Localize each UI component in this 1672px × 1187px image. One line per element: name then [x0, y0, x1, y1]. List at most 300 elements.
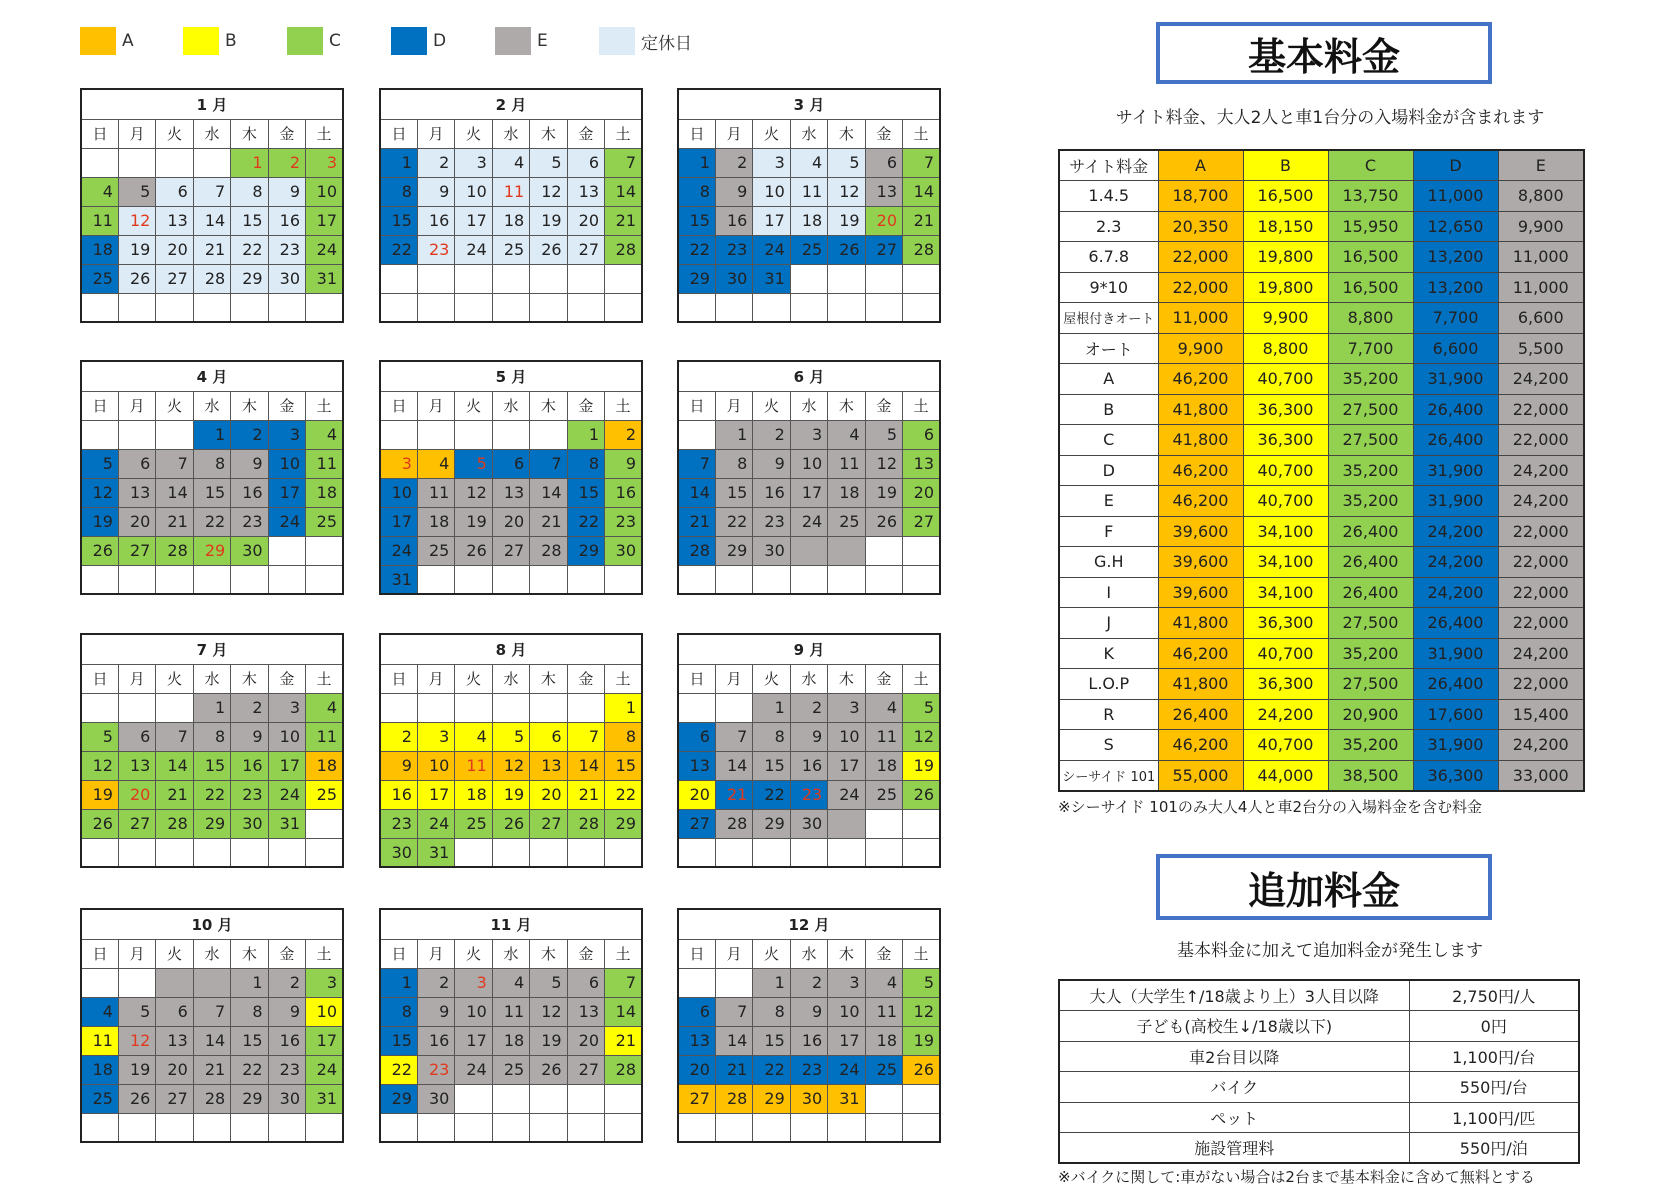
month-title: 4 月 — [81, 361, 343, 391]
price-cell: 36,300 — [1243, 425, 1328, 456]
day-cell — [530, 1084, 567, 1113]
day-cell: 23 — [268, 1055, 305, 1084]
day-cell — [715, 1113, 752, 1142]
day-cell: 6 — [530, 722, 567, 751]
day-cell: 9 — [790, 997, 827, 1026]
day-cell: 27 — [156, 264, 193, 293]
legend-label: 定休日 — [641, 33, 692, 54]
day-cell: 15 — [380, 206, 417, 235]
weekday-header: 土 — [605, 119, 642, 148]
price-row-label: E — [1059, 486, 1158, 517]
price-cell: 7,700 — [1413, 303, 1498, 334]
day-cell: 24 — [268, 780, 305, 809]
day-cell — [118, 1113, 155, 1142]
price-cell: 36,300 — [1413, 760, 1498, 791]
price-cell: 26,400 — [1158, 699, 1243, 730]
weekday-header: 金 — [268, 939, 305, 968]
weekday-header: 木 — [231, 119, 268, 148]
extra-row — [1059, 1011, 1579, 1042]
weekday-header: 金 — [567, 391, 604, 420]
day-cell: 12 — [492, 751, 529, 780]
day-cell — [492, 1084, 529, 1113]
color-legend — [80, 26, 780, 56]
day-cell: 18 — [306, 751, 343, 780]
day-cell: 15 — [605, 751, 642, 780]
day-cell: 23 — [753, 507, 790, 536]
day-cell: 27 — [903, 507, 940, 536]
price-cell: 31,900 — [1413, 730, 1498, 761]
weekday-header: 木 — [530, 391, 567, 420]
day-cell: 18 — [81, 1055, 118, 1084]
day-cell: 20 — [492, 507, 529, 536]
day-cell: 9 — [231, 449, 268, 478]
day-cell: 15 — [678, 206, 715, 235]
day-cell: 2 — [417, 968, 454, 997]
day-cell: 18 — [492, 1026, 529, 1055]
day-cell: 27 — [118, 536, 155, 565]
day-cell: 26 — [903, 1055, 940, 1084]
price-cell: 27,500 — [1328, 669, 1413, 700]
price-header-cell: A — [1158, 150, 1243, 181]
weekday-header: 水 — [790, 939, 827, 968]
weekday-header: 日 — [678, 391, 715, 420]
price-cell: 34,100 — [1243, 516, 1328, 547]
weekday-header: 木 — [828, 391, 865, 420]
day-cell: 6 — [118, 722, 155, 751]
month-calendar — [379, 908, 643, 1143]
price-cell: 24,200 — [1413, 547, 1498, 578]
day-cell: 2 — [268, 968, 305, 997]
day-cell: 2 — [790, 693, 827, 722]
month-title: 3 月 — [678, 89, 940, 119]
weekday-header: 日 — [81, 664, 118, 693]
month-grid — [379, 88, 643, 323]
weekday-header: 土 — [306, 939, 343, 968]
price-cell: 26,400 — [1413, 669, 1498, 700]
day-cell — [530, 420, 567, 449]
day-cell: 20 — [118, 780, 155, 809]
weekday-header: 土 — [306, 119, 343, 148]
day-cell: 3 — [790, 420, 827, 449]
day-cell: 8 — [193, 449, 230, 478]
day-cell: 7 — [605, 968, 642, 997]
day-cell — [380, 264, 417, 293]
weekday-header: 月 — [715, 939, 752, 968]
day-cell: 29 — [231, 1084, 268, 1113]
day-cell: 15 — [715, 478, 752, 507]
day-cell: 12 — [903, 997, 940, 1026]
extra-item: バイク — [1059, 1072, 1409, 1103]
day-cell: 17 — [828, 1026, 865, 1055]
price-cell: 9,900 — [1158, 333, 1243, 364]
day-cell: 17 — [790, 478, 827, 507]
day-cell: 20 — [678, 1055, 715, 1084]
day-cell — [492, 565, 529, 594]
day-cell: 6 — [567, 148, 604, 177]
day-cell: 27 — [865, 235, 902, 264]
day-cell: 25 — [865, 780, 902, 809]
annual-calendar — [80, 88, 942, 1168]
day-cell: 25 — [81, 1084, 118, 1113]
day-cell — [530, 693, 567, 722]
day-cell — [193, 565, 230, 594]
day-cell: 21 — [156, 507, 193, 536]
day-cell: 21 — [193, 235, 230, 264]
day-cell: 24 — [268, 507, 305, 536]
day-cell: 21 — [156, 780, 193, 809]
day-cell: 11 — [828, 449, 865, 478]
day-cell — [790, 565, 827, 594]
basic-fee-note: ※シーサイド 101のみ大人4人と車2台分の入場料金を含む料金 — [1058, 798, 1483, 816]
day-cell: 28 — [605, 235, 642, 264]
day-cell: 13 — [492, 478, 529, 507]
month-calendar — [80, 88, 344, 323]
price-cell: 24,200 — [1413, 577, 1498, 608]
day-cell: 22 — [678, 235, 715, 264]
weekday-header: 日 — [81, 939, 118, 968]
day-cell: 17 — [268, 478, 305, 507]
price-row-label: 6.7.8 — [1059, 242, 1158, 273]
day-cell: 10 — [380, 478, 417, 507]
day-cell: 14 — [156, 751, 193, 780]
day-cell — [455, 693, 492, 722]
day-cell: 12 — [828, 177, 865, 206]
legend-item — [80, 26, 134, 56]
price-cell: 15,400 — [1498, 699, 1584, 730]
day-cell — [417, 693, 454, 722]
day-cell: 14 — [605, 177, 642, 206]
price-cell: 6,600 — [1413, 333, 1498, 364]
day-cell: 30 — [715, 264, 752, 293]
day-cell: 11 — [492, 177, 529, 206]
price-header-cell: E — [1498, 150, 1584, 181]
day-cell: 28 — [193, 1084, 230, 1113]
day-cell: 27 — [118, 809, 155, 838]
day-cell: 15 — [231, 1026, 268, 1055]
month-grid — [80, 908, 344, 1143]
day-cell: 23 — [231, 780, 268, 809]
extra-item: 施設管理料 — [1059, 1133, 1409, 1164]
legend-swatch — [80, 27, 116, 55]
day-cell: 26 — [828, 235, 865, 264]
day-cell — [380, 420, 417, 449]
day-cell: 31 — [306, 1084, 343, 1113]
day-cell: 15 — [753, 751, 790, 780]
price-cell: 22,000 — [1498, 547, 1584, 578]
day-cell: 8 — [567, 449, 604, 478]
price-cell: 27,500 — [1328, 608, 1413, 639]
day-cell: 3 — [306, 968, 343, 997]
extra-row — [1059, 1102, 1579, 1133]
weekday-header: 日 — [380, 664, 417, 693]
day-cell: 17 — [828, 751, 865, 780]
day-cell: 1 — [605, 693, 642, 722]
day-cell — [903, 1113, 940, 1142]
day-cell: 13 — [530, 751, 567, 780]
weekday-header: 土 — [903, 391, 940, 420]
day-cell — [417, 420, 454, 449]
day-cell: 6 — [678, 722, 715, 751]
day-cell — [567, 1113, 604, 1142]
price-cell: 40,700 — [1243, 730, 1328, 761]
price-cell: 11,000 — [1498, 272, 1584, 303]
price-cell: 8,800 — [1243, 333, 1328, 364]
price-row — [1059, 303, 1584, 334]
weekday-header: 火 — [156, 664, 193, 693]
day-cell: 13 — [156, 206, 193, 235]
day-cell: 30 — [753, 536, 790, 565]
price-cell: 41,800 — [1158, 608, 1243, 639]
day-cell: 5 — [828, 148, 865, 177]
price-cell: 35,200 — [1328, 455, 1413, 486]
day-cell: 17 — [455, 1026, 492, 1055]
day-cell: 12 — [530, 177, 567, 206]
price-cell: 11,000 — [1158, 303, 1243, 334]
day-cell — [715, 968, 752, 997]
price-cell: 19,800 — [1243, 272, 1328, 303]
day-cell: 27 — [530, 809, 567, 838]
day-cell: 7 — [605, 148, 642, 177]
day-cell — [492, 1113, 529, 1142]
weekday-header: 土 — [903, 119, 940, 148]
day-cell: 5 — [530, 968, 567, 997]
weekday-header: 月 — [118, 664, 155, 693]
price-cell: 41,800 — [1158, 425, 1243, 456]
day-cell: 9 — [715, 177, 752, 206]
day-cell: 16 — [268, 1026, 305, 1055]
price-row — [1059, 272, 1584, 303]
price-cell: 9,900 — [1243, 303, 1328, 334]
legend-label: B — [225, 31, 237, 51]
day-cell: 13 — [118, 751, 155, 780]
day-cell — [865, 1113, 902, 1142]
price-cell: 46,200 — [1158, 730, 1243, 761]
weekday-header: 水 — [193, 939, 230, 968]
day-cell: 2 — [753, 420, 790, 449]
day-cell: 21 — [567, 780, 604, 809]
price-cell: 24,200 — [1498, 486, 1584, 517]
day-cell: 9 — [417, 177, 454, 206]
extra-price: 550円/台 — [1409, 1072, 1579, 1103]
price-row — [1059, 394, 1584, 425]
day-cell: 22 — [380, 1055, 417, 1084]
month-title: 10 月 — [81, 909, 343, 939]
day-cell: 29 — [678, 264, 715, 293]
day-cell: 14 — [530, 478, 567, 507]
day-cell: 6 — [156, 177, 193, 206]
weekday-header: 水 — [193, 391, 230, 420]
day-cell: 21 — [605, 206, 642, 235]
day-cell — [605, 293, 642, 322]
extra-fee-title: 追加料金 — [1156, 854, 1492, 920]
weekday-header: 土 — [605, 391, 642, 420]
day-cell: 15 — [231, 206, 268, 235]
price-cell: 36,300 — [1243, 608, 1328, 639]
day-cell: 7 — [567, 722, 604, 751]
weekday-header: 火 — [156, 939, 193, 968]
month-title: 6 月 — [678, 361, 940, 391]
day-cell: 4 — [790, 148, 827, 177]
day-cell: 31 — [268, 809, 305, 838]
price-cell: 18,700 — [1158, 181, 1243, 212]
day-cell — [81, 565, 118, 594]
weekday-header: 月 — [118, 391, 155, 420]
day-cell — [81, 693, 118, 722]
price-cell: 46,200 — [1158, 364, 1243, 395]
month-title: 7 月 — [81, 634, 343, 664]
price-cell: 44,000 — [1243, 760, 1328, 791]
day-cell: 7 — [156, 449, 193, 478]
weekday-header: 日 — [678, 119, 715, 148]
day-cell: 26 — [118, 1084, 155, 1113]
day-cell: 8 — [605, 722, 642, 751]
day-cell: 27 — [678, 1084, 715, 1113]
weekday-header: 土 — [903, 664, 940, 693]
day-cell: 31 — [380, 565, 417, 594]
day-cell: 7 — [903, 148, 940, 177]
price-cell: 26,400 — [1328, 516, 1413, 547]
day-cell: 2 — [268, 148, 305, 177]
price-row-label: 9*10 — [1059, 272, 1158, 303]
day-cell: 29 — [567, 536, 604, 565]
day-cell: 28 — [567, 809, 604, 838]
price-cell: 36,300 — [1243, 669, 1328, 700]
day-cell: 18 — [865, 751, 902, 780]
weekday-header: 土 — [605, 664, 642, 693]
price-cell: 22,000 — [1498, 669, 1584, 700]
price-cell: 16,500 — [1328, 272, 1413, 303]
day-cell — [492, 420, 529, 449]
price-cell: 27,500 — [1328, 425, 1413, 456]
price-cell: 31,900 — [1413, 364, 1498, 395]
day-cell: 24 — [753, 235, 790, 264]
price-row — [1059, 181, 1584, 212]
day-cell — [530, 838, 567, 867]
day-cell: 25 — [865, 1055, 902, 1084]
price-cell: 17,600 — [1413, 699, 1498, 730]
weekday-header: 土 — [306, 664, 343, 693]
day-cell: 25 — [455, 809, 492, 838]
day-cell — [193, 968, 230, 997]
day-cell: 4 — [492, 968, 529, 997]
day-cell: 26 — [81, 809, 118, 838]
price-row-label: オート — [1059, 333, 1158, 364]
price-cell: 39,600 — [1158, 516, 1243, 547]
month-title: 9 月 — [678, 634, 940, 664]
day-cell: 14 — [678, 478, 715, 507]
day-cell: 26 — [118, 264, 155, 293]
price-cell: 31,900 — [1413, 638, 1498, 669]
price-cell: 39,600 — [1158, 577, 1243, 608]
day-cell — [605, 838, 642, 867]
price-cell: 36,300 — [1243, 394, 1328, 425]
day-cell: 23 — [417, 1055, 454, 1084]
day-cell: 28 — [715, 1084, 752, 1113]
day-cell: 8 — [753, 722, 790, 751]
day-cell: 10 — [828, 997, 865, 1026]
day-cell: 25 — [306, 780, 343, 809]
extra-item: 子ども(高校生↓/18歳以下) — [1059, 1011, 1409, 1042]
month-grid — [379, 633, 643, 868]
month-grid — [677, 633, 941, 868]
day-cell: 16 — [715, 206, 752, 235]
day-cell — [678, 838, 715, 867]
month-calendar — [80, 908, 344, 1143]
weekday-header: 木 — [828, 939, 865, 968]
day-cell: 24 — [417, 809, 454, 838]
day-cell: 4 — [455, 722, 492, 751]
day-cell: 9 — [605, 449, 642, 478]
price-cell: 22,000 — [1158, 242, 1243, 273]
day-cell: 2 — [380, 722, 417, 751]
day-cell: 22 — [715, 507, 752, 536]
extra-row — [1059, 980, 1579, 1011]
weekday-header: 月 — [715, 664, 752, 693]
weekday-header: 火 — [455, 391, 492, 420]
day-cell: 30 — [380, 838, 417, 867]
day-cell: 6 — [678, 997, 715, 1026]
day-cell: 28 — [193, 264, 230, 293]
day-cell: 17 — [306, 1026, 343, 1055]
legend-swatch — [599, 27, 635, 55]
day-cell — [828, 565, 865, 594]
day-cell: 18 — [828, 478, 865, 507]
day-cell — [678, 968, 715, 997]
day-cell — [790, 838, 827, 867]
day-cell: 8 — [380, 177, 417, 206]
day-cell: 13 — [678, 1026, 715, 1055]
price-cell: 24,200 — [1243, 699, 1328, 730]
day-cell: 30 — [790, 1084, 827, 1113]
price-row — [1059, 638, 1584, 669]
price-cell: 26,400 — [1413, 394, 1498, 425]
weekday-header: 木 — [231, 939, 268, 968]
price-cell: 11,000 — [1413, 181, 1498, 212]
day-cell: 18 — [306, 478, 343, 507]
day-cell — [118, 565, 155, 594]
day-cell — [715, 693, 752, 722]
day-cell: 19 — [455, 507, 492, 536]
price-cell: 24,200 — [1498, 638, 1584, 669]
day-cell: 10 — [417, 751, 454, 780]
day-cell: 20 — [567, 1026, 604, 1055]
day-cell: 8 — [753, 997, 790, 1026]
day-cell — [193, 838, 230, 867]
day-cell: 3 — [380, 449, 417, 478]
day-cell: 3 — [268, 693, 305, 722]
day-cell — [306, 565, 343, 594]
weekday-header: 月 — [118, 939, 155, 968]
day-cell: 31 — [753, 264, 790, 293]
weekday-header: 土 — [306, 391, 343, 420]
day-cell: 28 — [530, 536, 567, 565]
day-cell: 9 — [790, 722, 827, 751]
day-cell: 9 — [268, 177, 305, 206]
day-cell: 2 — [605, 420, 642, 449]
weekday-header: 金 — [567, 119, 604, 148]
extra-price: 1,100円/匹 — [1409, 1102, 1579, 1133]
day-cell — [530, 264, 567, 293]
day-cell: 7 — [193, 177, 230, 206]
day-cell: 12 — [903, 722, 940, 751]
day-cell: 6 — [567, 968, 604, 997]
day-cell — [605, 565, 642, 594]
price-header-cell: C — [1328, 150, 1413, 181]
day-cell: 1 — [380, 148, 417, 177]
month-grid — [80, 360, 344, 595]
day-cell: 25 — [81, 264, 118, 293]
day-cell — [455, 293, 492, 322]
